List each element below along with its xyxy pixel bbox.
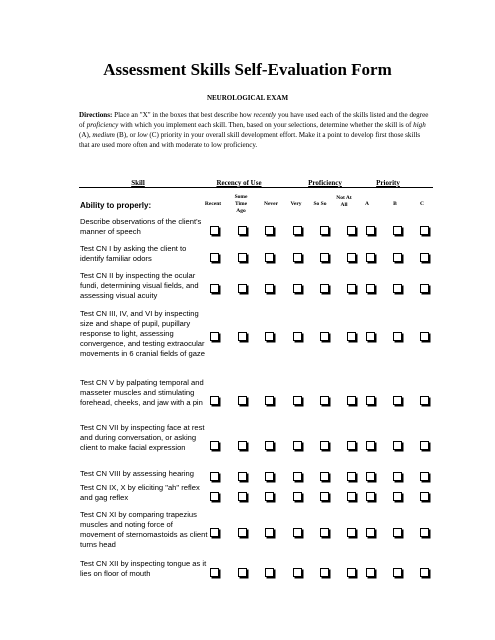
checkbox-notatall[interactable] — [347, 332, 356, 341]
checkbox-notatall[interactable] — [347, 568, 356, 577]
checkbox-sometime[interactable] — [238, 253, 247, 262]
checkbox-c[interactable] — [420, 472, 429, 481]
checkbox-sometime[interactable] — [238, 528, 247, 537]
checkbox-soso[interactable] — [320, 568, 329, 577]
checkbox-b[interactable] — [393, 441, 402, 450]
checkbox-sometime[interactable] — [238, 441, 247, 450]
checkbox-notatall[interactable] — [347, 253, 356, 262]
checkbox-never[interactable] — [265, 226, 274, 235]
checkbox-recent[interactable] — [210, 568, 219, 577]
directions-low: low — [137, 131, 148, 140]
checkbox-b[interactable] — [393, 492, 402, 501]
checkbox-a[interactable] — [366, 492, 375, 501]
checkbox-very[interactable] — [293, 332, 302, 341]
checkbox-recent[interactable] — [210, 441, 219, 450]
skill-label: Test CN I by asking the client to identify familiar odors — [80, 244, 187, 263]
checkbox-recent[interactable] — [210, 284, 219, 293]
column-header-sometime: Some Time Ago — [234, 194, 248, 214]
checkbox-never[interactable] — [265, 492, 274, 501]
checkbox-never[interactable] — [265, 441, 274, 450]
checkbox-b[interactable] — [393, 472, 402, 481]
checkbox-sometime[interactable] — [238, 492, 247, 501]
checkbox-very[interactable] — [293, 568, 302, 577]
checkbox-c[interactable] — [420, 253, 429, 262]
checkbox-recent[interactable] — [210, 472, 219, 481]
directions-text-2: you have used each of the skills listed and the degree of — [79, 111, 429, 130]
checkbox-notatall[interactable] — [347, 528, 356, 537]
directions-text-5: (B), or — [114, 131, 138, 140]
checkbox-a[interactable] — [366, 284, 375, 293]
group-header-skill: Skill — [131, 179, 145, 187]
column-header-very: Very — [290, 201, 302, 207]
checkbox-very[interactable] — [293, 441, 302, 450]
checkbox-b[interactable] — [393, 284, 402, 293]
checkbox-never[interactable] — [265, 528, 274, 537]
checkbox-b[interactable] — [393, 568, 402, 577]
checkbox-b[interactable] — [393, 332, 402, 341]
checkbox-recent[interactable] — [210, 396, 219, 405]
checkbox-soso[interactable] — [320, 284, 329, 293]
skill-label: Test CN XII by inspecting tongue as it lies on floor of mouth — [80, 559, 207, 578]
checkbox-notatall[interactable] — [347, 472, 356, 481]
directions-proficiency: proficiency — [86, 121, 119, 130]
directions-text-1: Place an "X" in the boxes that best describe how — [112, 111, 254, 119]
checkbox-b[interactable] — [393, 253, 402, 262]
checkbox-b[interactable] — [393, 528, 402, 537]
checkbox-never[interactable] — [265, 284, 274, 293]
checkbox-soso[interactable] — [320, 472, 329, 481]
skill-label: Test CN XI by comparing trapezius muscles and noting force of movement of sternomastoids as client turns head — [80, 510, 208, 549]
checkbox-sometime[interactable] — [238, 396, 247, 405]
checkbox-very[interactable] — [293, 528, 302, 537]
directions-text-3: with which you implement each skill. Then, based on your selections, determine whether the skill is of — [118, 121, 414, 130]
checkbox-never[interactable] — [265, 396, 274, 405]
checkbox-c[interactable] — [420, 568, 429, 577]
group-header-proficiency: Proficiency — [308, 179, 342, 187]
checkbox-recent[interactable] — [210, 226, 219, 235]
checkbox-soso[interactable] — [320, 492, 329, 501]
page-title: Assessment Skills Self-Evaluation Form — [103, 60, 392, 79]
checkbox-recent[interactable] — [210, 492, 219, 501]
checkbox-soso[interactable] — [320, 441, 329, 450]
checkbox-c[interactable] — [420, 284, 429, 293]
group-header-priority: Priority — [376, 179, 400, 187]
checkbox-c[interactable] — [420, 226, 429, 235]
skill-label: Test CN III, IV, and VI by inspecting size and shape of pupil, pupillary response to light, assessing convergence, and testing extraocular movements in 6 cranial fields of gaze — [80, 309, 205, 358]
checkbox-very[interactable] — [293, 472, 302, 481]
checkbox-c[interactable] — [420, 492, 429, 501]
directions-medium: medium — [92, 131, 115, 140]
directions-text-6: (C) priority in your overall skill development effort. Make it a point to develop first those skills that are used more often and with moderate to low proficiency. — [79, 131, 421, 150]
checkbox-very[interactable] — [293, 226, 302, 235]
column-header-c: C — [420, 201, 424, 207]
checkbox-very[interactable] — [293, 396, 302, 405]
checkbox-recent[interactable] — [210, 332, 219, 341]
group-header-recency: Recency of Use — [216, 179, 262, 187]
checkbox-never[interactable] — [265, 568, 274, 577]
skill-label: Test CN VII by inspecting face at rest and during conversation, or asking client to make facial expression — [80, 423, 205, 452]
skill-label: Describe observations of the client's manner of speech — [80, 217, 202, 236]
column-header-notatall: Not At All — [336, 195, 352, 208]
ability-label: Ability to properly: — [80, 201, 152, 210]
checkbox-a[interactable] — [366, 332, 375, 341]
checkbox-c[interactable] — [420, 528, 429, 537]
checkbox-soso[interactable] — [320, 253, 329, 262]
checkbox-very[interactable] — [293, 492, 302, 501]
checkbox-a[interactable] — [366, 253, 375, 262]
checkbox-never[interactable] — [265, 253, 274, 262]
column-header-never: Never — [263, 201, 279, 207]
checkbox-sometime[interactable] — [238, 568, 247, 577]
checkbox-sometime[interactable] — [238, 472, 247, 481]
checkbox-soso[interactable] — [320, 528, 329, 537]
checkbox-b[interactable] — [393, 396, 402, 405]
checkbox-notatall[interactable] — [347, 396, 356, 405]
checkbox-very[interactable] — [293, 284, 302, 293]
skill-label: Test CN IX, X by eliciting "ah" reflex and gag reflex — [80, 483, 200, 502]
checkbox-notatall[interactable] — [347, 441, 356, 450]
checkbox-never[interactable] — [265, 472, 274, 481]
checkbox-a[interactable] — [366, 441, 375, 450]
directions-paragraph — [79, 110, 431, 150]
directions-recently: recently — [253, 111, 277, 119]
checkbox-a[interactable] — [366, 528, 375, 537]
checkbox-soso[interactable] — [320, 396, 329, 405]
checkbox-c[interactable] — [420, 396, 429, 405]
checkbox-a[interactable] — [366, 226, 375, 235]
checkbox-c[interactable] — [420, 441, 429, 450]
checkbox-soso[interactable] — [320, 226, 329, 235]
checkbox-recent[interactable] — [210, 528, 219, 537]
checkbox-sometime[interactable] — [238, 284, 247, 293]
column-header-recent: Recent — [204, 201, 222, 207]
column-header-soso: So So — [313, 201, 327, 207]
checkbox-very[interactable] — [293, 253, 302, 262]
skill-label: Test CN VIII by assessing hearing — [80, 469, 194, 478]
checkbox-c[interactable] — [420, 332, 429, 341]
column-header-b: B — [393, 201, 397, 207]
checkbox-sometime[interactable] — [238, 226, 247, 235]
checkbox-b[interactable] — [393, 226, 402, 235]
checkbox-sometime[interactable] — [238, 332, 247, 341]
section-subtitle: NEUROLOGICAL EXAM — [206, 94, 289, 102]
checkbox-a[interactable] — [366, 472, 375, 481]
checkbox-a[interactable] — [366, 396, 375, 405]
directions-high: high — [413, 121, 426, 130]
checkbox-a[interactable] — [366, 568, 375, 577]
directions-label: Directions: — [79, 111, 113, 119]
column-header-a: A — [365, 201, 369, 207]
checkbox-recent[interactable] — [210, 253, 219, 262]
checkbox-never[interactable] — [265, 332, 274, 341]
skill-label: Test CN V by palpating temporal and masseter muscles and stimulating forehead, cheeks, and jaw with a pin — [80, 378, 204, 407]
checkbox-notatall[interactable] — [347, 284, 356, 293]
skill-label: Test CN II by inspecting the ocular fundi, determining visual fields, and assessing visual acuity — [80, 271, 199, 300]
header-rule — [79, 187, 433, 188]
checkbox-notatall[interactable] — [347, 492, 356, 501]
checkbox-soso[interactable] — [320, 332, 329, 341]
checkbox-notatall[interactable] — [347, 226, 356, 235]
directions-text-4: (A), — [79, 131, 93, 140]
